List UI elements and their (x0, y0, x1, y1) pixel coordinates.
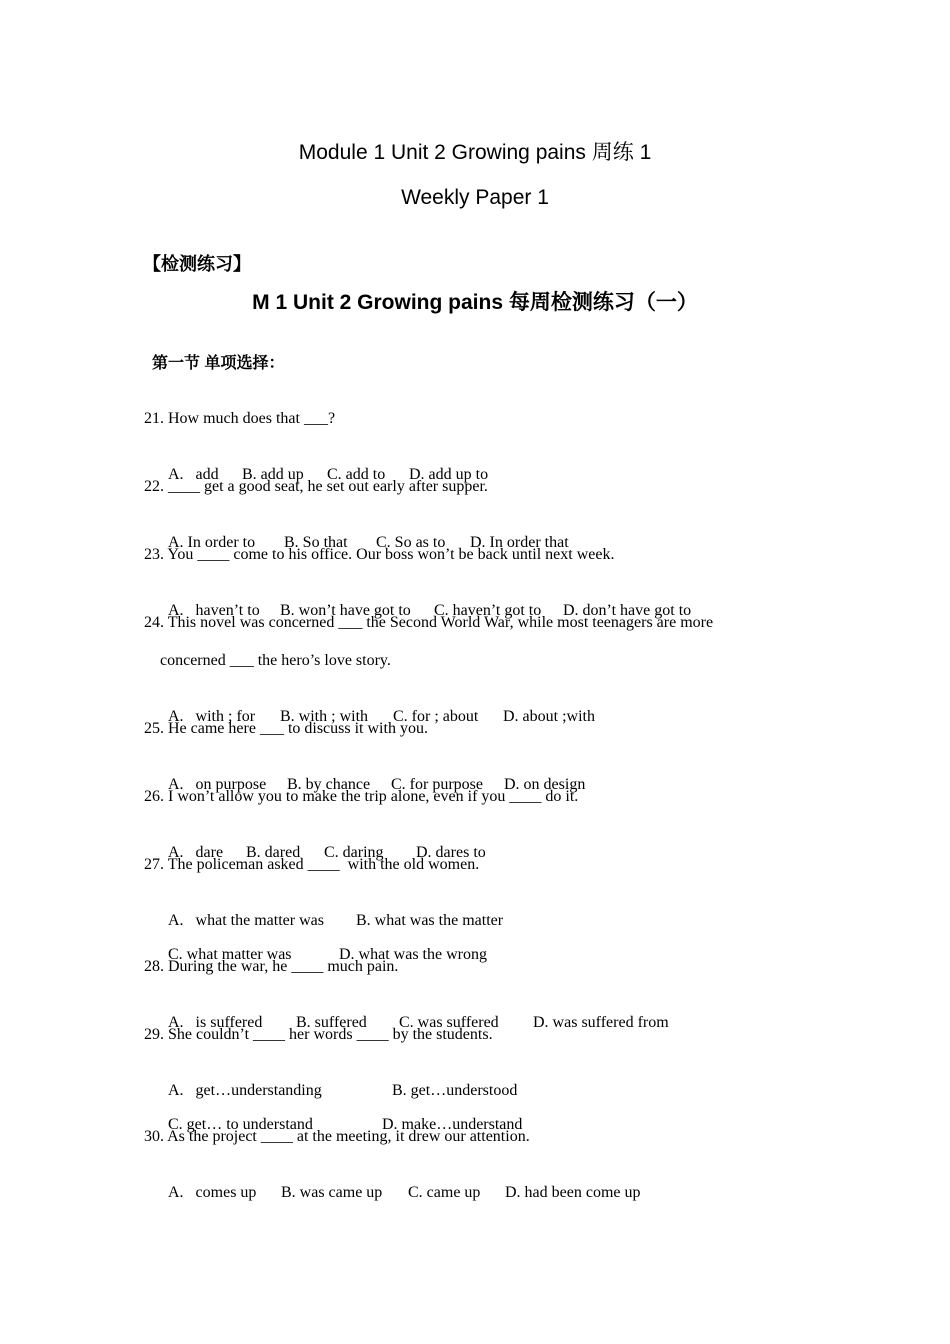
question-stem: 30. As the project ____ at the meeting, it drew our attention. (144, 1128, 530, 1145)
answer-options (144, 820, 844, 861)
option-b: B. was came up (281, 1184, 383, 1201)
option-d: D. don’t have got to (563, 602, 692, 619)
option-b: B. won’t have got to (280, 602, 411, 619)
question-stem: 24. This novel was concerned ___ the Second World War, while most teenagers are more (144, 614, 714, 631)
answer-options (144, 990, 844, 1031)
option-a: A. get…understanding (168, 1082, 322, 1099)
option-a: A. add (168, 466, 219, 483)
option-d: D. add up to (409, 466, 489, 483)
question-stem: 27. The policeman asked ____ with the old women. (144, 856, 480, 873)
option-d: D. make…understand (382, 1116, 523, 1133)
option-b: B. with ; with (280, 708, 369, 725)
question-stem: 23. You ____ come to his office. Our boss won’t be back until next week. (144, 546, 615, 563)
exercise-title: M 1 Unit 2 Growing pains 每周检测练习（一） (252, 291, 698, 314)
option-b: B. So that (284, 534, 348, 551)
answer-options (144, 442, 844, 483)
option-d: D. about ;with (503, 708, 595, 725)
option-b: B. add up (242, 466, 304, 483)
question-stem: 22. ____ get a good seat, he set out early after supper. (144, 478, 488, 495)
answer-options (144, 888, 844, 929)
answer-options (144, 510, 844, 551)
option-c: C. add to (327, 466, 386, 483)
option-c: C. what matter was (168, 946, 292, 963)
option-d: D. what was the wrong (339, 946, 487, 963)
question-stem-continued: concerned ___ the hero’s love story. (160, 652, 391, 669)
option-c: C. was suffered (399, 1014, 499, 1031)
option-c: C. for ; about (393, 708, 479, 725)
option-c: C. So as to (376, 534, 446, 551)
part-label: 第一节 单项选择： (152, 355, 285, 372)
document-subtitle: Weekly Paper 1 (401, 186, 549, 209)
option-b: B. dared (246, 844, 301, 861)
option-a: A. comes up (168, 1184, 257, 1201)
option-d: D. dares to (416, 844, 486, 861)
answer-options (144, 578, 844, 619)
option-d: D. was suffered from (533, 1014, 669, 1031)
question-stem: 21. How much does that ___? (144, 410, 336, 427)
option-b: B. get…understood (392, 1082, 518, 1099)
option-c: C. haven’t got to (434, 602, 542, 619)
answer-options (144, 684, 844, 725)
option-b: B. what was the matter (356, 912, 504, 929)
answer-options (144, 1058, 844, 1099)
option-a: A. with ; for (168, 708, 256, 725)
question-list (144, 408, 844, 1201)
option-a: A. haven’t to (168, 602, 260, 619)
question-stem: 29. She couldn’t ____ her words ____ by the students. (144, 1026, 493, 1043)
document-title: Module 1 Unit 2 Growing pains 周练 1 (298, 141, 652, 164)
section-tag: 【检测练习】 (143, 254, 251, 274)
question-stem: 25. He came here ___ to discuss it with you. (144, 720, 428, 737)
option-c: C. came up (408, 1184, 481, 1201)
option-c: C. daring (324, 844, 384, 861)
option-a: A. what the matter was (168, 912, 324, 929)
option-a: A. is suffered (168, 1014, 263, 1031)
option-d: D. had been come up (505, 1184, 641, 1201)
option-b: B. suffered (296, 1014, 367, 1031)
option-d: D. on design (504, 776, 586, 793)
option-a: A. dare (168, 844, 224, 861)
question-stem: 26. I won’t allow you to make the trip alone, even if you ____ do it. (144, 788, 579, 805)
answer-options (144, 752, 844, 793)
answer-options (144, 1160, 844, 1201)
option-d: D. In order that (470, 534, 569, 551)
question-stem: 28. During the war, he ____ much pain. (144, 958, 399, 975)
option-a: A. on purpose (168, 776, 267, 793)
option-a: A. In order to (168, 534, 256, 551)
option-c: C. get… to understand (168, 1116, 313, 1133)
option-b: B. by chance (287, 776, 371, 793)
option-c: C. for purpose (391, 776, 483, 793)
